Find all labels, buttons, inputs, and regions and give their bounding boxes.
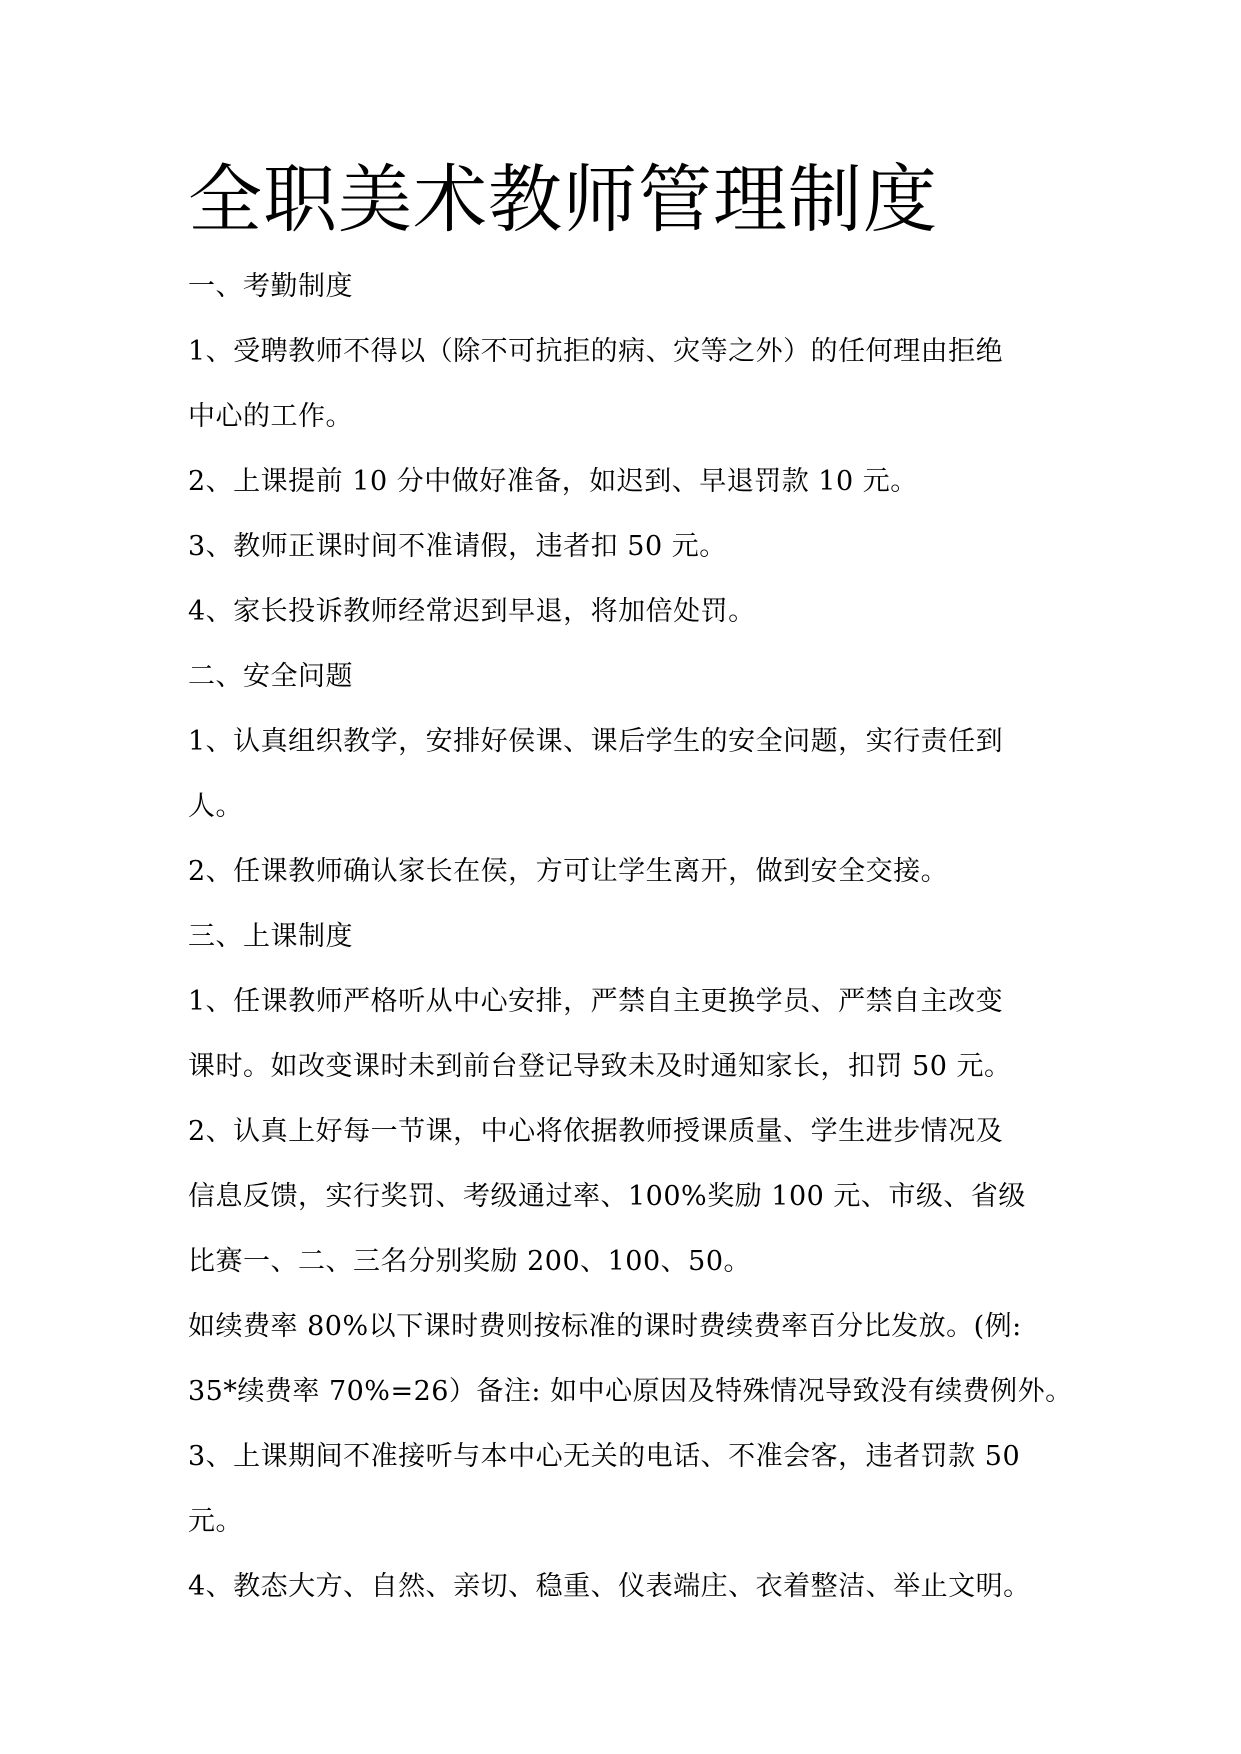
body-line: 3、教师正课时间不准请假，违者扣 50 元。: [188, 531, 727, 562]
body-line: 3、上课期间不准接听与本中心无关的电话、不准会客，违者罚款 50: [188, 1441, 1021, 1472]
body-line: 1、认真组织教学，安排好侯课、课后学生的安全问题，实行责任到: [188, 726, 1004, 757]
document-body: [188, 254, 1073, 1619]
body-line: 4、教态大方、自然、亲切、稳重、仪表端庄、衣着整洁、举止文明。: [188, 1571, 1031, 1602]
body-line: 2、上课提前 10 分中做好准备，如迟到、早退罚款 10 元。: [188, 466, 918, 497]
body-line: 1、任课教师严格听从中心安排，严禁自主更换学员、严禁自主改变: [188, 986, 1004, 1017]
document-title: 全职美术教师管理制度: [188, 157, 938, 243]
body-line: 中心的工作。: [188, 401, 353, 432]
body-line: 2、认真上好每一节课，中心将依据教师授课质量、学生进步情况及: [188, 1116, 1004, 1147]
body-line: 元。: [188, 1506, 243, 1537]
body-line: 信息反馈，实行奖罚、考级通过率、100%奖励 100 元、市级、省级: [188, 1181, 1026, 1212]
body-line: 1、受聘教师不得以（除不可抗拒的病、灾等之外）的任何理由拒绝: [188, 336, 1004, 367]
body-line: 课时。如改变课时未到前台登记导致未及时通知家长，扣罚 50 元。: [188, 1051, 1012, 1082]
section-heading-class: 三、上课制度: [188, 921, 353, 952]
section-heading-safety: 二、安全问题: [188, 661, 353, 692]
body-line: 如续费率 80%以下课时费则按标准的课时费续费率百分比发放。(例:: [188, 1311, 1022, 1342]
body-line: 比赛一、二、三名分别奖励 200、100、50。: [188, 1246, 752, 1277]
section-heading-attendance: 一、考勤制度: [188, 271, 353, 302]
body-line: 4、家长投诉教师经常迟到早退，将加倍处罚。: [188, 596, 756, 627]
body-line: 35*续费率 70%=26）备注: 如中心原因及特殊情况导致没有续费例外。: [188, 1376, 1073, 1407]
body-line: 人。: [188, 791, 243, 822]
body-line: 2、任课教师确认家长在侯，方可让学生离开，做到安全交接。: [188, 856, 949, 887]
